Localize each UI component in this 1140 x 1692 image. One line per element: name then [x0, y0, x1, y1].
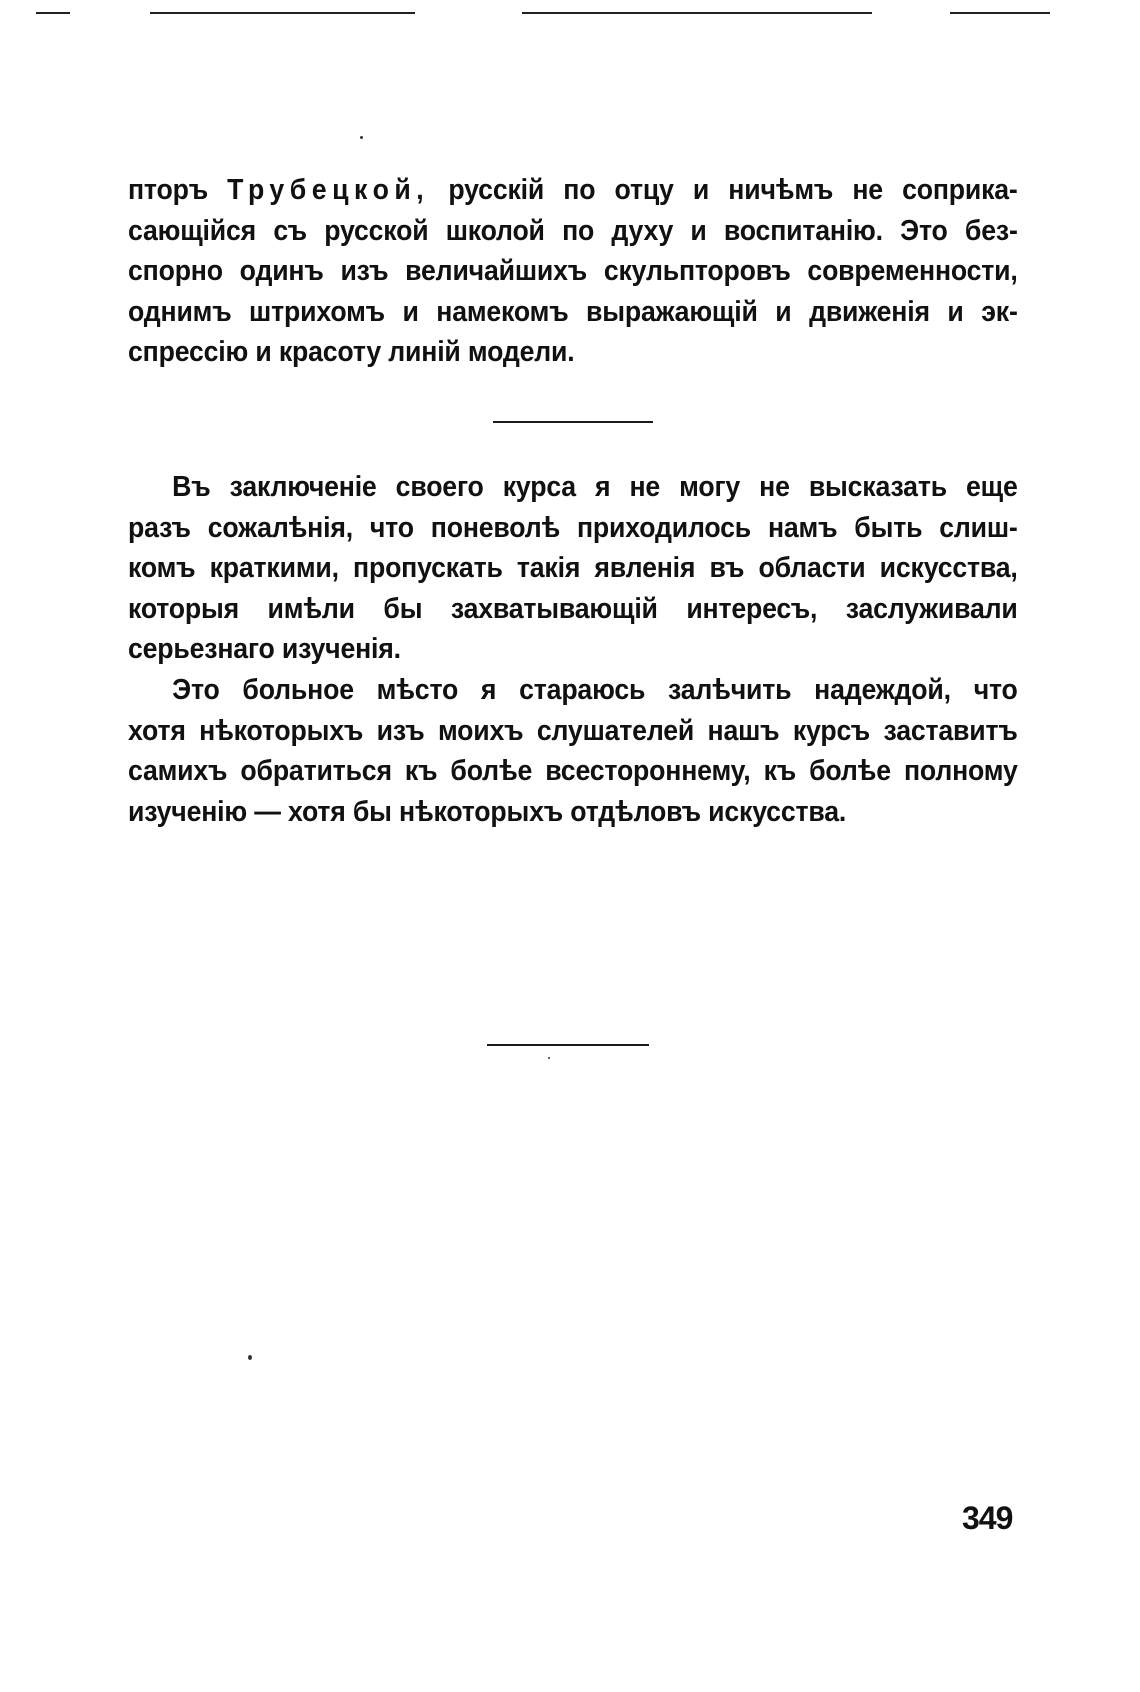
scan-speck	[548, 1057, 550, 1059]
scan-edge-mark	[950, 12, 1050, 14]
text-line: разъ сожалѣнія, что поневолѣ приходилось намъ быть слиш-	[128, 511, 1018, 544]
scan-speck	[248, 1355, 252, 1360]
section-divider	[493, 421, 653, 423]
scan-speck	[360, 136, 363, 139]
text-line: однимъ штрихомъ и намекомъ выражающій и движенія и эк-	[128, 295, 1018, 328]
paragraph-3	[128, 670, 1018, 832]
paragraph-2	[128, 467, 1018, 670]
end-divider	[487, 1044, 649, 1046]
paragraph-1	[128, 170, 1018, 373]
text-run: русскій по отцу и ничѣмъ не соприка-	[429, 174, 1018, 206]
page-number: 349	[962, 1500, 1013, 1536]
text-line: спрессію и красоту линій модели.	[128, 336, 575, 368]
text-line: Въ заключеніе своего курса я не могу не высказать еще	[172, 471, 1018, 503]
text-line: Это больное мѣсто я стараюсь залѣчить надеждой, что	[172, 674, 1018, 706]
scan-edge-mark	[522, 12, 872, 14]
text-line: спорно одинъ изъ величайшихъ скульпторовъ современности,	[128, 255, 1018, 287]
text-line: хотя нѣкоторыхъ изъ моихъ слушателей нашъ курсъ заставитъ	[128, 714, 1018, 747]
text-run: пторъ	[128, 174, 228, 206]
text-line: серьезнаго изученія.	[128, 633, 401, 665]
text-line	[128, 170, 1018, 211]
text-line: самихъ обратиться къ болѣе всестороннему, къ болѣе полному	[128, 755, 1018, 787]
scan-edge-mark	[36, 12, 70, 14]
text-line: сающійся съ русской школой по духу и воспитанію. Это без-	[128, 214, 1018, 247]
text-line: которыя имѣли бы захватывающій интересъ, заслуживали	[128, 592, 1018, 625]
scan-edge-mark	[150, 12, 415, 14]
text-line: комъ краткими, пропускать такія явленія въ области искусства,	[128, 552, 1018, 584]
emphasized-name: Трубецкой,	[227, 174, 430, 206]
text-line: изученію — хотя бы нѣкоторыхъ отдѣловъ искусства.	[128, 795, 847, 828]
